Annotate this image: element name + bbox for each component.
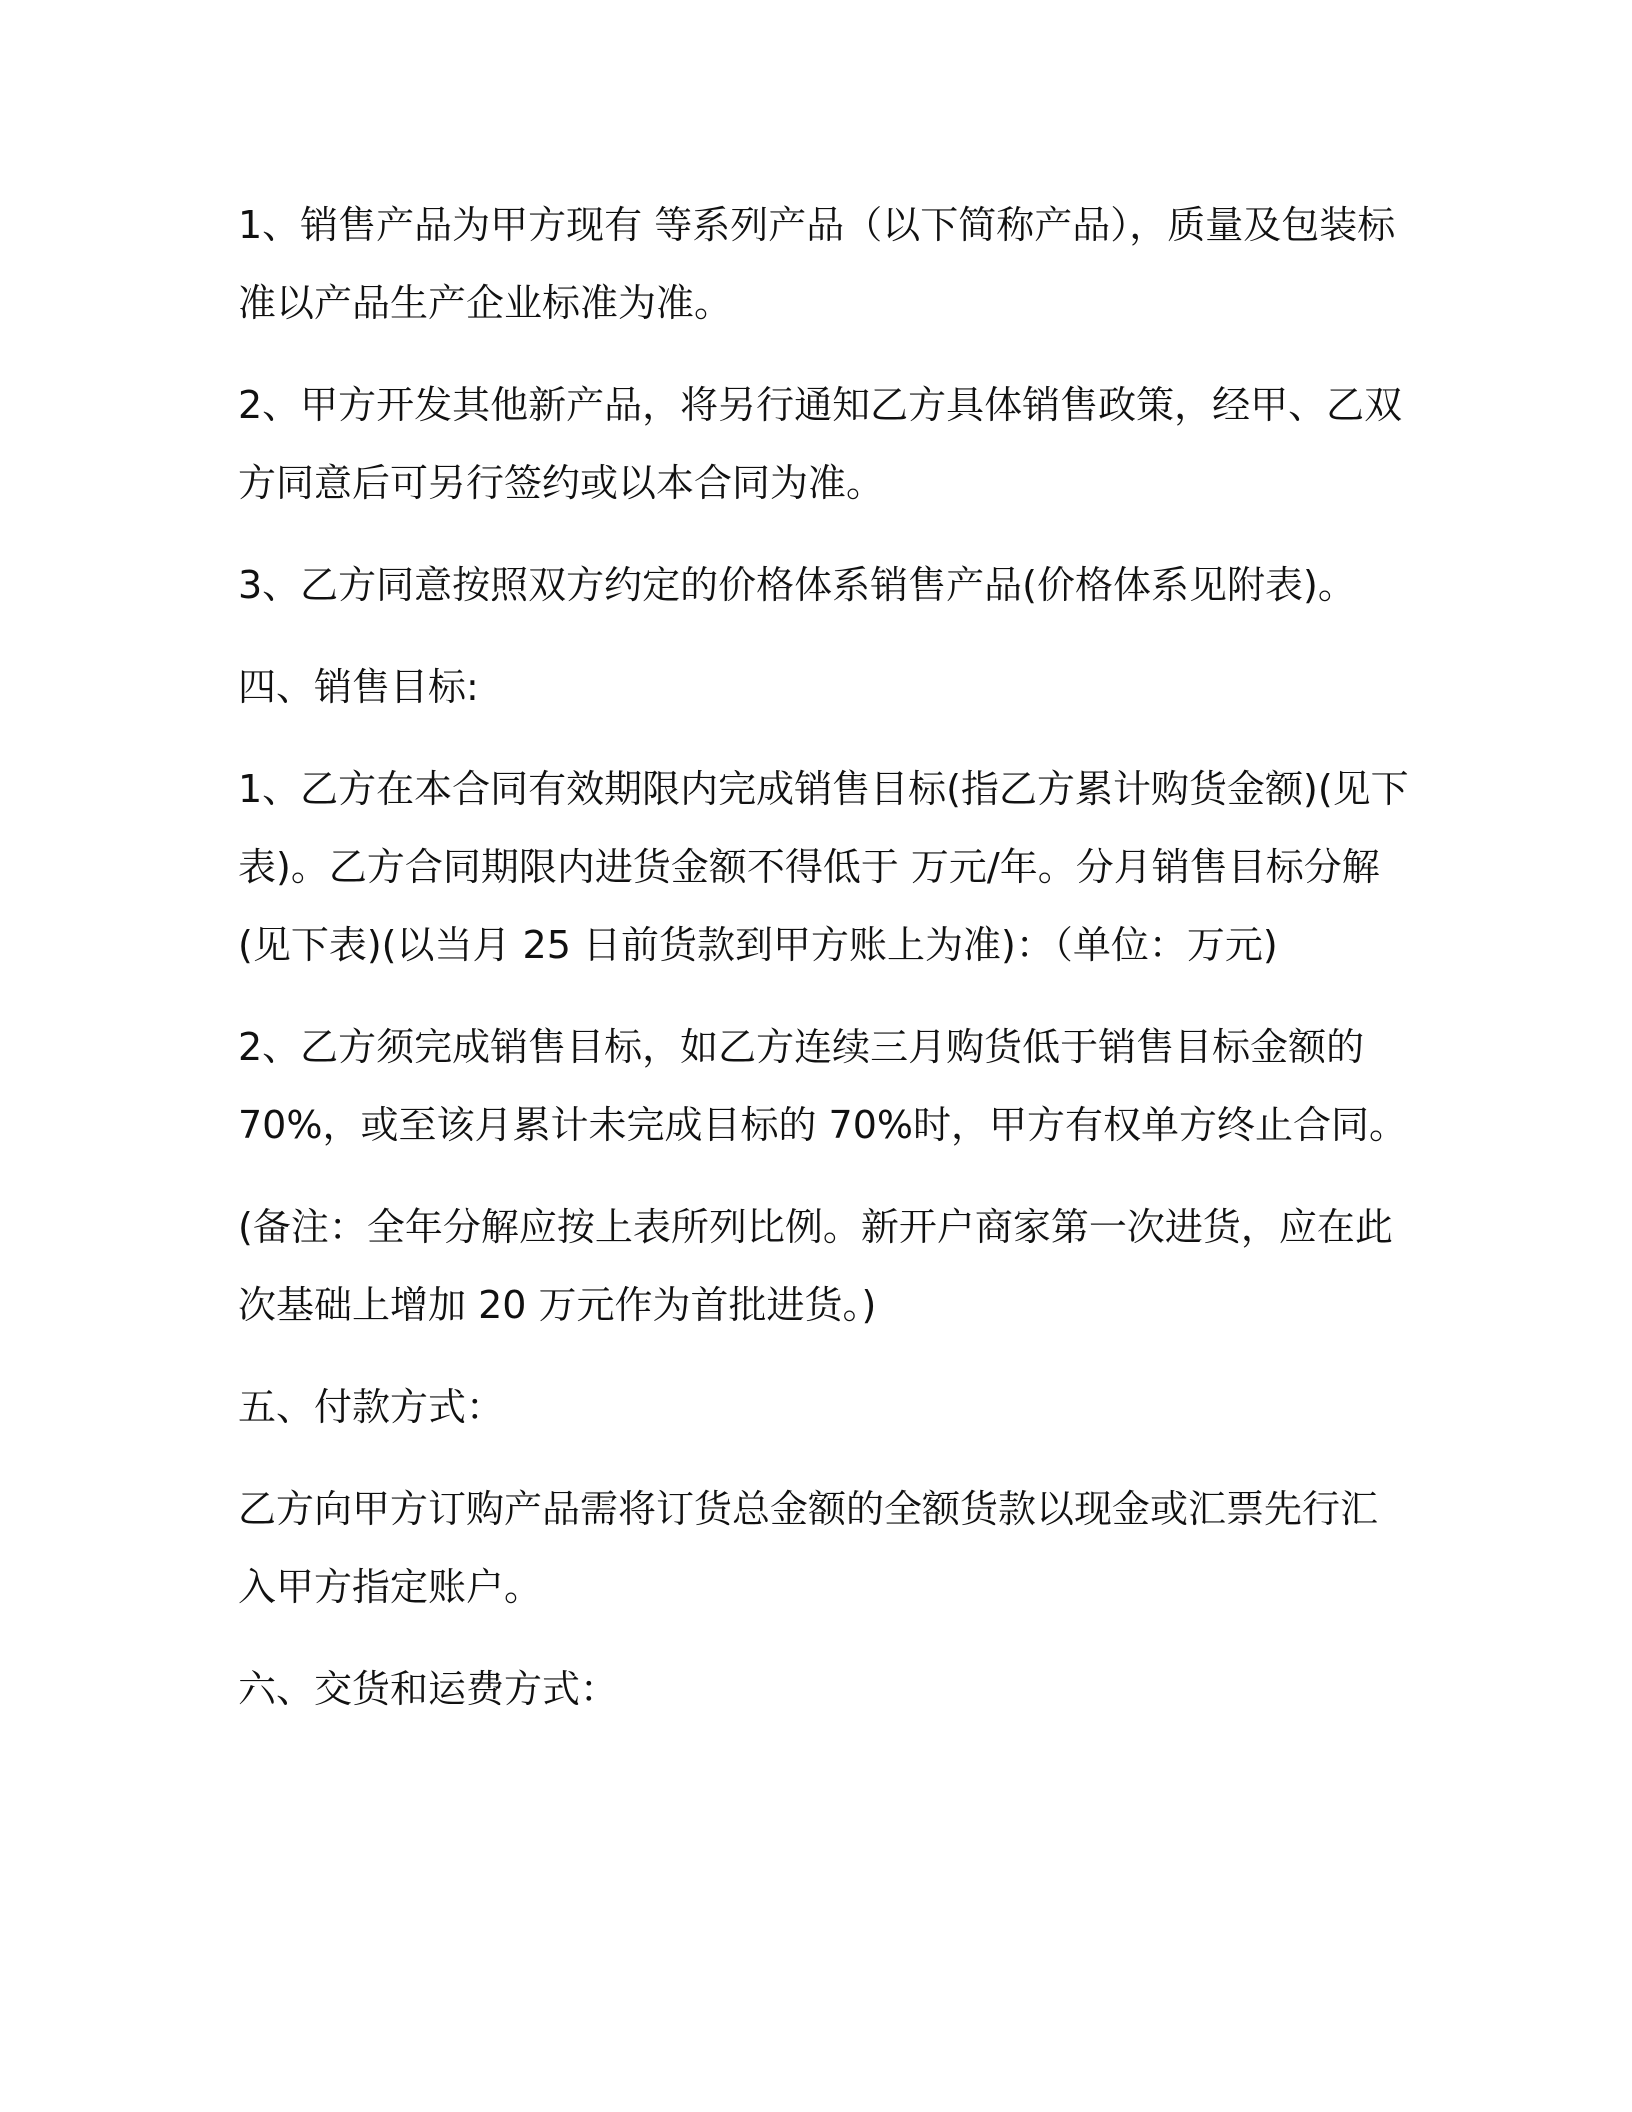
section-heading: 四、销售目标:: [238, 665, 479, 709]
section-heading: 六、交货和运费方式：: [238, 1667, 619, 1711]
text-line: 1、销售产品为甲方现有 等系列产品（以下简称产品），质量及包装标: [238, 203, 1396, 247]
clause-sales-target: [238, 750, 1409, 984]
section-heading: 五、付款方式：: [238, 1385, 505, 1429]
text-line: 表)。乙方合同期限内进货金额不得低于 万元/年。分月销售目标分解: [238, 845, 1380, 889]
clause-product-scope: [238, 186, 1398, 342]
section-heading-payment: [238, 1368, 1398, 1446]
section-heading-delivery: [238, 1650, 1398, 1728]
text-line: (见下表)(以当月 25 日前货款到甲方账上为准)：（单位：万元): [238, 923, 1278, 967]
clause-price-system: [238, 546, 1398, 624]
document-body: [238, 186, 1409, 1752]
text-line: 准以产品生产企业标准为准。: [238, 281, 733, 325]
text-line: 2、乙方须完成销售目标，如乙方连续三月购货低于销售目标金额的: [238, 1025, 1365, 1069]
note-annual-breakdown: [238, 1188, 1398, 1344]
clause-target-termination: [238, 1008, 1408, 1164]
text-line: 1、乙方在本合同有效期限内完成销售目标(指乙方累计购货金额)(见下: [238, 767, 1409, 811]
clause-payment-method: [238, 1470, 1398, 1626]
text-line: 3、乙方同意按照双方约定的价格体系销售产品(价格体系见附表)。: [238, 563, 1356, 607]
text-line: 次基础上增加 20 万元作为首批进货。): [238, 1283, 877, 1327]
text-line: 乙方向甲方订购产品需将订货总金额的全额货款以现金或汇票先行汇: [238, 1487, 1379, 1531]
text-line: 入甲方指定账户。: [238, 1565, 543, 1609]
section-heading-sales-target: [238, 648, 1398, 726]
text-line: 70%，或至该月累计未完成目标的 70%时，甲方有权单方终止合同。: [238, 1103, 1408, 1147]
clause-new-products: [238, 366, 1403, 522]
text-line: 方同意后可另行签约或以本合同为准。: [238, 461, 885, 505]
text-line: 2、甲方开发其他新产品，将另行通知乙方具体销售政策，经甲、乙双: [238, 383, 1403, 427]
text-line: (备注：全年分解应按上表所列比例。新开户商家第一次进货，应在此: [238, 1205, 1393, 1249]
